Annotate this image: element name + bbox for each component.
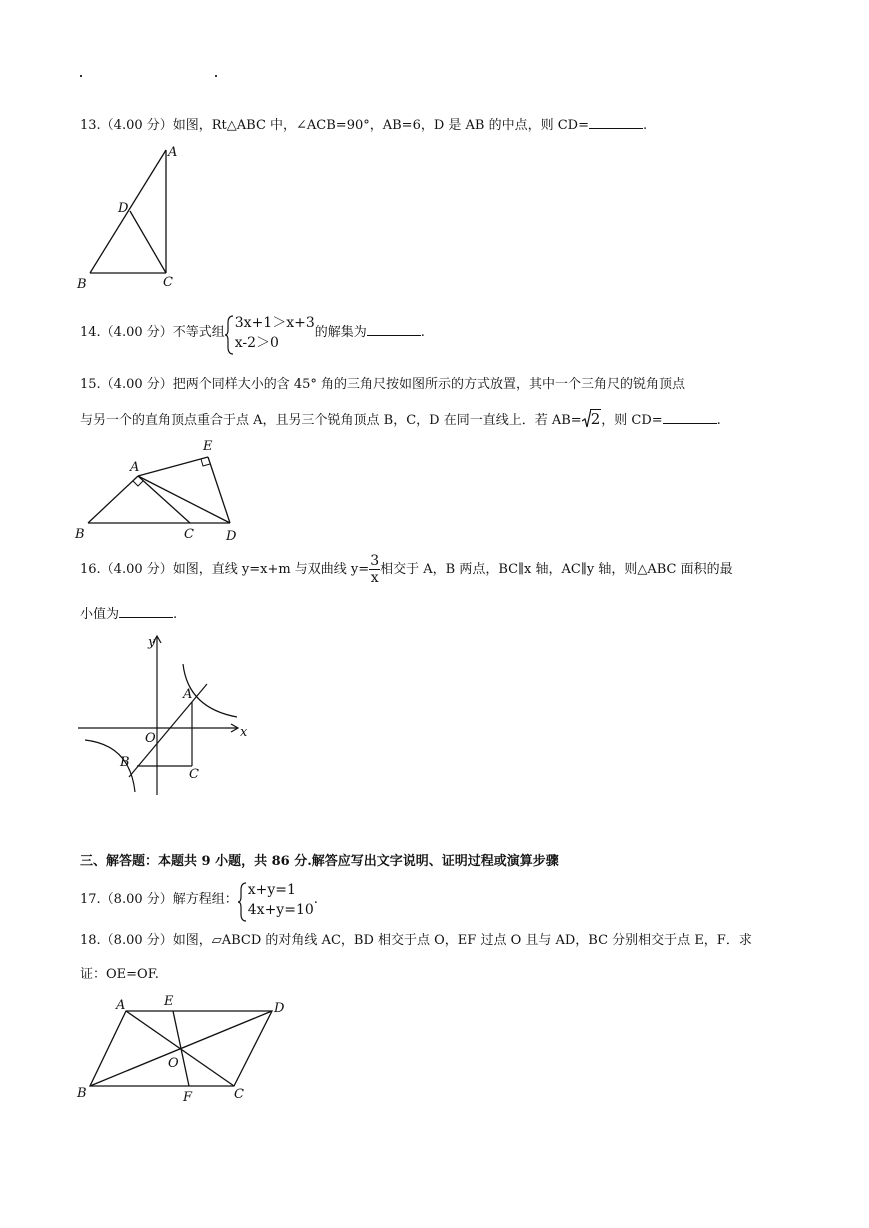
question-14 [80,311,425,355]
q15-label-c: C [184,527,194,542]
q13-triangle-figure [72,142,192,292]
q16-fraction [369,553,380,586]
q16-graph-figure [75,632,255,802]
q16-text-2: 小值为 [80,607,120,622]
q14-answer-blank [367,322,421,336]
question-16-line-1 [80,552,733,588]
q15-right-angle-a-icon [133,481,143,486]
q16-answer-blank [119,604,173,618]
q18-parallelogram-figure [72,992,297,1107]
question-18-line-1: 18.（8.00 分）如图，▱ABCD 的对角线 AC，BD 相交于点 O，EF 过点 O 且与 AD，BC 分别相交于点 E，F．求 [80,933,752,948]
q15-label-e: E [203,439,213,454]
q16-label-o: O [145,731,156,746]
q15-text-after: ，则 CD= [601,413,663,428]
q17-equation-system [238,880,314,920]
question-17 [80,878,318,922]
q16-end: . [173,607,178,622]
q15-text: 与另一个的直角顶点重合于点 A，且另三个锐角顶点 B，C，D 在同一直线上．若 AB= [80,413,582,428]
q14-text-after: 的解集为 [314,325,367,340]
q18-label-f: F [183,1090,193,1105]
q13-end: . [643,118,648,133]
q18-segment-ef [173,1011,189,1086]
question-16-line-2 [80,604,177,624]
q15-answer-blank [663,410,717,424]
q14-text: 14.（4.00 分）不等式组 [80,325,225,340]
q14-end: . [420,325,425,340]
q16-line-y-x-m [129,684,207,777]
question-15-line-2 [80,410,721,430]
q17-end: . [313,892,318,907]
question-15-line-1: 15.（4.00 分）把两个同样大小的含 45° 角的三角尺按如图所示的方式放置，其中一个三角尺的锐角顶点 [80,377,686,392]
q13-label-b: B [77,277,87,292]
q17-row-2: 4x+y=10 [247,901,314,918]
q15-label-a: A [130,460,140,475]
q17-row-1: x+y=1 [247,881,296,898]
q14-row-1: 3x+1＞x+3 [234,314,315,331]
q18-label-a: A [116,998,126,1013]
q16-label-y: y [148,635,156,650]
section-3-heading: 三、解答题：本题共 9 小题，共 86 分.解答应写出文字说明、证明过程或演算步骤 [80,854,559,869]
q15-side-ab [88,476,138,523]
q15-sqrt-value: 2 [590,410,601,428]
q15-side-ae [138,457,208,476]
q15-sqrt [582,410,602,428]
q18-label-o: O [168,1056,179,1071]
q16-label-x: x [240,725,248,740]
q18-label-d: D [274,1001,285,1016]
q14-brace-icon [225,315,234,355]
q14-row-2: x-2＞0 [234,334,279,351]
q13-text: 13.（4.00 分）如图，Rt△ABC 中，∠ACB=90°，AB=6，D 是 AB 的中点，则 CD= [80,118,589,133]
q16-label-b: B [120,755,130,770]
q13-answer-blank [589,115,643,129]
q18-label-c: C [234,1087,244,1102]
q17-brace-icon [238,882,247,922]
q16-label-a: A [183,687,193,702]
q16-frac-numerator: 3 [370,553,380,569]
q17-text: 17.（8.00 分）解方程组： [80,892,238,907]
question-13 [80,115,647,135]
q13-segment-cd [130,211,166,273]
q15-triangles-figure [72,436,247,546]
q15-label-d: D [226,529,237,544]
q16-text-after: 相交于 A，B 两点，BC∥x 轴，AC∥y 轴，则△ABC 面积的最 [380,562,733,577]
q18-label-e: E [164,994,174,1009]
stray-dot-left [80,75,82,77]
radical-icon [582,409,591,429]
q13-label-d: D [118,201,129,216]
q16-label-c: C [189,767,199,782]
q15-side-ac [138,476,190,523]
q16-text: 16.（4.00 分）如图，直线 y=x+m 与双曲线 y= [80,562,370,577]
q13-label-c: C [163,275,173,290]
q16-frac-denominator: x [370,570,379,586]
q15-label-b: B [75,527,85,542]
q13-label-a: A [168,145,178,160]
q15-end: . [716,413,721,428]
q14-inequality-system [225,313,315,353]
q18-label-b: B [77,1086,87,1101]
stray-dot-right [215,75,217,77]
question-18-line-2: 证：OE=OF. [80,967,159,982]
